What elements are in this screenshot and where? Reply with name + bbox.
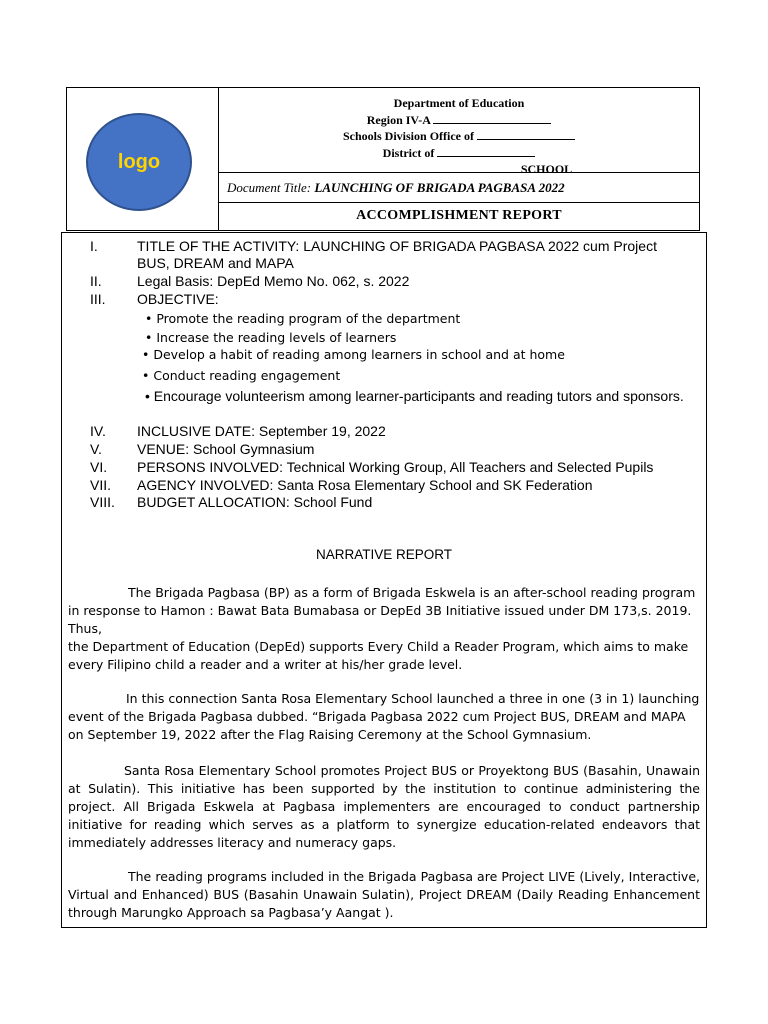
objective-5: • Encourage volunteerism among learner-participants and reading tutors and sponsors. (145, 388, 684, 404)
objective-4: • Conduct reading engagement (142, 368, 341, 383)
logo (86, 113, 192, 211)
district-blank (437, 145, 535, 157)
narrative-title: NARRATIVE REPORT (315, 547, 453, 562)
narrative-paragraph-4: The reading programs included in the Brigada Pagbasa are Project LIVE (Lively, Interactive, Virtual and Enhanced) BUS (Basahin Unawain Sulatin), Project DREAM (Daily Reading Enhancement through Marungko Approach sa Pagbasa’y Aangat ). (68, 869, 700, 920)
division-line: Schools Division Office of (219, 128, 699, 145)
school-blank (346, 161, 518, 173)
report-title: ACCOMPLISHMENT REPORT (356, 208, 562, 223)
division-blank (477, 128, 575, 140)
objective-1: • Promote the reading program of the department (145, 311, 461, 326)
doc-title-prefix: Document Title: (227, 180, 312, 195)
logo-cell (67, 88, 219, 230)
agency-header (219, 88, 699, 176)
objective-2: • Increase the reading levels of learners (145, 330, 397, 345)
district-line: District of (219, 145, 699, 162)
narrative-paragraph-3: Santa Rosa Elementary School promotes Project BUS or Proyektong BUS (Basahin, Unawain at Sulatin). This initiative has been supported by the institution to continue administering the project. All Brigada Eskwela at Pagbasa implementers are encouraged to conduct partnership initiative for reading which serves as a platform to synergize education-related endeavors that immediately addresses literacy and numeracy gaps. (68, 763, 700, 850)
narrative-paragraph-1: The Brigada Pagbasa (BP) as a form of Brigada Eskwela is an after-school reading program in response to Hamon : Bawat Bata Bumabasa or DepEd 3B Initiative issued under DM 173,s. 2019. Thus, the Department of Education (DepEd) supports Every Child a Reader Program, which aims to make every Filipino child a reader and a writer at his/her grade level. (68, 585, 696, 672)
department-name: Department of Education (393, 96, 525, 110)
document-title-row (219, 173, 699, 203)
doc-title: LAUNCHING OF BRIGADA PAGBASA 2022 (314, 180, 565, 195)
school-line: SCHOOL (219, 161, 699, 178)
logo-text: logo (117, 150, 161, 173)
document-header-table (66, 87, 700, 231)
region-line: Region IV-A (219, 112, 699, 129)
objective-3: • Develop a habit of reading among learners in school and at home (142, 347, 565, 362)
narrative-paragraph-2: In this connection Santa Rosa Elementary School launched a three in one (3 in 1) launching event of the Brigada Pagbasa dubbed. “Brigada Pagbasa 2022 cum Project BUS, DREAM and MAPA on September 19, 2022 after the Flag Raising Ceremony at the School Gymnasium. (68, 691, 700, 742)
region-blank (433, 112, 551, 124)
report-body: I. TITLE OF THE ACTIVITY: LAUNCHING OF BRIGADA PAGBASA 2022 cum Project BUS, DREAM and MAPA II. Legal Basis: DepEd Memo No. 062, s. 2022 III. OBJECTIVE: • Promote the reading program of the department • Increase the reading levels of learners • Develop a habit of reading among learners in school and at home • Conduct reading engagement • Encourage volunteerism among learner-participants and reading tutors and sponsors. IV. INCLUSIVE DATE: September 19, 2022 V. VENUE: School Gymnasium VI. PERSONS INVOLVED: Technical Working Group, All Teachers and Selected Pupils VII. AGENCY INVOLVED: Santa Rosa Elementary School and SK Federation VIII. BUDGET ALLOCATION: School Fund NARRATIVE REPORT The Brigada Pagbasa (BP) as a form of Brigada Eskwela is an after-school reading program in response to Hamon : Bawat Bata Bumabasa or DepEd 3B Initiative issued under DM 173,s. 2019. Thus, the Department of Education (DepEd) supports Every Child a Reader Program, which aims to make every Filipino child a reader and a writer at his/her grade level. In this connection Santa Rosa Elementary School launched a three in one (3 in 1) launching event of the Brigada Pagbasa dubbed. “Brigada Pagbasa 2022 cum Project BUS, DREAM and MAPA on September 19, 2022 after the Flag Raising Ceremony at the School Gymnasium. Santa Rosa Elementary School promotes Project BUS or Proyektong BUS (Basahin, Unawain at Sulatin). This initiative has been supported by the institution to continue administering the project. All Brigada Eskwela at Pagbasa implementers are encouraged to conduct partnership initiative for reading which serves as a platform to synergize education-related endeavors that immediately addresses literacy and numeracy gaps. The reading programs included in the Brigada Pagbasa are Project LIVE (Lively, Interactive, Virtual and Enhanced) BUS (Basahin Unawain Sulatin), Project DREAM (Daily Reading Enhancement through Marungko Approach sa Pagbasa’y Aangat ). (61, 232, 707, 928)
